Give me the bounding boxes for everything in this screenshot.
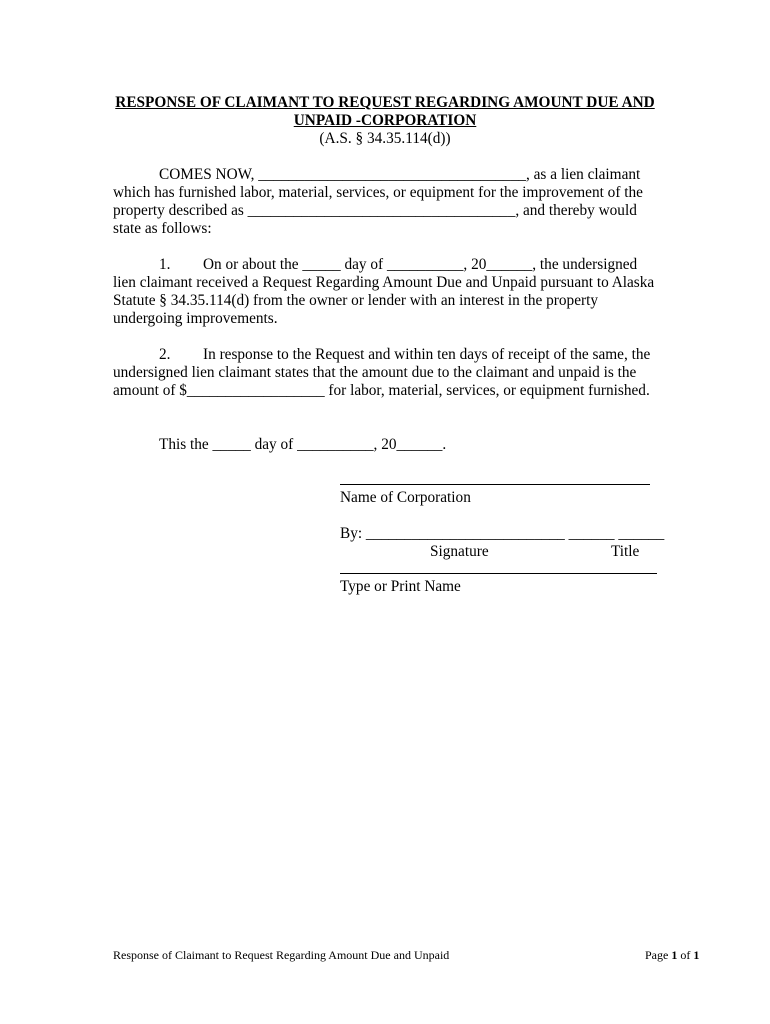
paragraph-1-line-3: Statute § 34.35.114(d) from the owner or lender with an interest in the property [113, 292, 598, 309]
print-name-rule [340, 573, 657, 574]
intro-line-4: state as follows: [113, 220, 212, 237]
title-label: Title [611, 543, 640, 560]
paragraph-1-line-1: On or about the _____ day of __________, 20______, the undersigned [203, 256, 638, 273]
statute-reference: (A.S. § 34.35.114(d)) [319, 130, 451, 147]
print-name-label: Type or Print Name [340, 578, 461, 595]
page-of: of [677, 948, 694, 962]
page-total: 1 [693, 948, 700, 962]
intro-line-1: COMES NOW, ___________________________________, as a lien claimant [159, 166, 641, 183]
footer-page-number [645, 948, 699, 962]
paragraph-2-line-2: undersigned lien claimant states that the amount due to the claimant and unpaid is the [113, 364, 637, 381]
intro-line-3: property described as ___________________________________, and thereby would [113, 202, 637, 219]
page-prefix: Page [645, 948, 672, 962]
document-title-line-2: UNPAID -CORPORATION [293, 112, 477, 129]
intro-line-2: which has furnished labor, material, services, or equipment for the improvement of the [113, 184, 643, 201]
signature-label: Signature [430, 543, 489, 560]
paragraph-1-line-4: undergoing improvements. [113, 310, 278, 327]
paragraph-2-line-1: In response to the Request and within ten days of receipt of the same, the [203, 346, 651, 363]
paragraph-2-line-3: amount of $__________________ for labor, material, services, or equipment furnished. [113, 382, 650, 399]
corporation-name-rule [340, 484, 650, 485]
paragraph-2-number: 2. [159, 346, 171, 363]
footer-document-title: Response of Claimant to Request Regarding Amount Due and Unpaid [113, 948, 450, 962]
paragraph-1-line-2: lien claimant received a Request Regarding Amount Due and Unpaid pursuant to Alaska [113, 274, 655, 291]
date-line: This the _____ day of __________, 20______. [159, 436, 447, 453]
paragraph-1-number: 1. [159, 256, 171, 273]
document-title-line-1: RESPONSE OF CLAIMANT TO REQUEST REGARDING AMOUNT DUE AND [115, 94, 655, 111]
page-current: 1 [671, 948, 678, 962]
signature-by-line: By: __________________________ ______ ______ [340, 525, 665, 542]
corporation-name-label: Name of Corporation [340, 489, 471, 506]
